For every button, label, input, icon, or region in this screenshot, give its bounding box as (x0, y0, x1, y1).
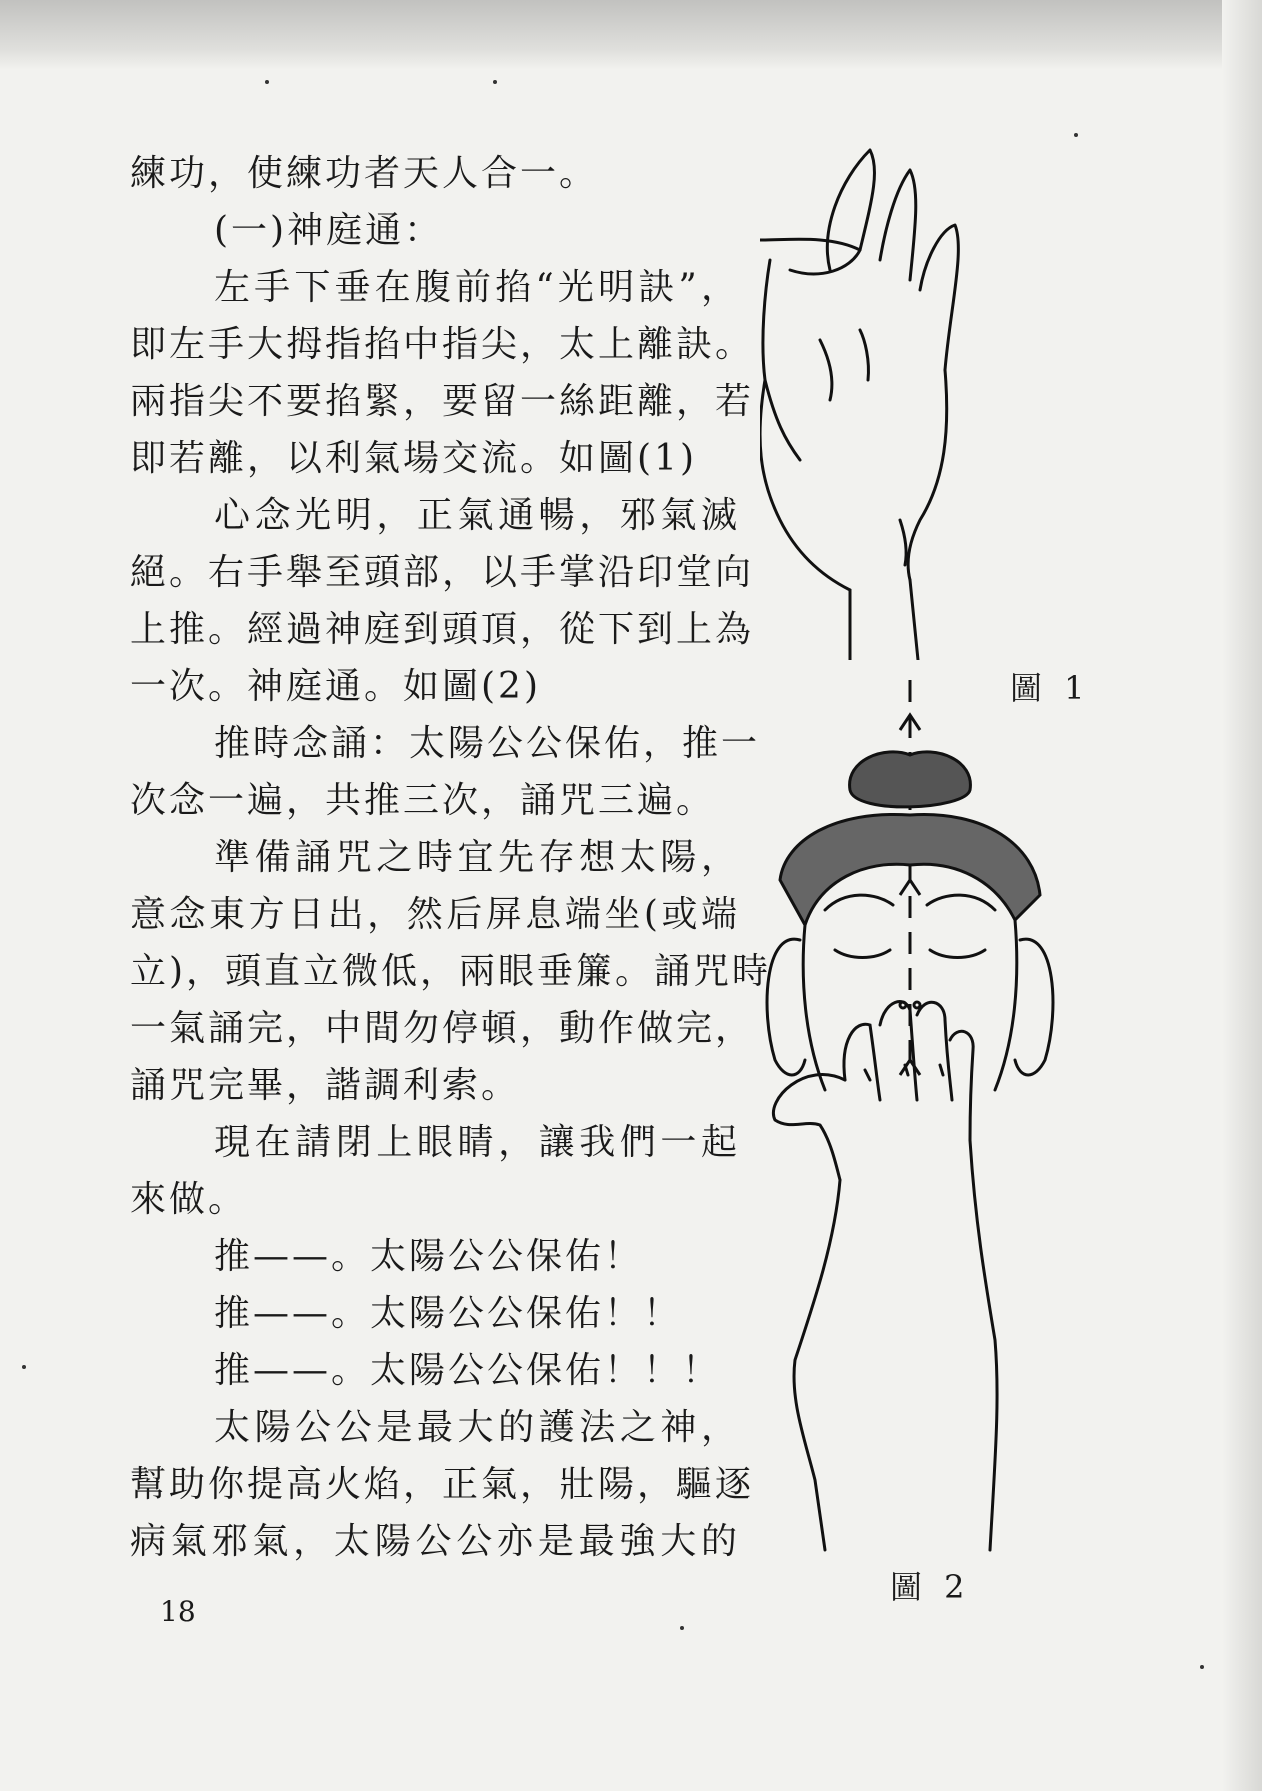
body-text (130, 145, 772, 1570)
scan-right-edge (1222, 0, 1262, 1791)
text-line: 意念東方日出，然后屏息端坐(或端 (130, 894, 740, 935)
figure2-caption: 圖 2 (890, 1568, 971, 1606)
text-line: 左手下垂在腹前掐“光明訣”， (214, 267, 740, 308)
text-line: 現在請閉上眼睛，讓我們一起 (214, 1122, 740, 1163)
scan-speck (1200, 1665, 1204, 1669)
text-line: 即左手大拇指掐中指尖，太上離訣。 (130, 324, 755, 365)
page-number: 18 (160, 1595, 196, 1628)
scan-top-edge (0, 0, 1262, 70)
text-line: 推時念誦：太陽公公保佑，推一 (214, 723, 761, 764)
scan-speck (680, 1626, 684, 1630)
scan-speck (1074, 133, 1078, 137)
text-line: 病氣邪氣，太陽公公亦是最強大的 (130, 1521, 740, 1562)
text-line: 上推。經過神庭到頭頂，從下到上為 (130, 609, 755, 650)
chant-line: 推——。太陽公公保佑！ (214, 1236, 644, 1277)
text-line: 一氣誦完，中間勿停頓，動作做完， (130, 1008, 755, 1049)
text-line: 一次。神庭通。如圖(2) (130, 666, 541, 707)
text-line: 準備誦咒之時宜先存想太陽， (214, 837, 740, 878)
text-line: 立)，頭直立微低，兩眼垂簾。誦咒時 (130, 951, 772, 992)
text-line: 誦咒完畢，諧調利索。 (130, 1065, 521, 1106)
scan-speck (265, 80, 269, 84)
text-line: 兩指尖不要掐緊，要留一絲距離，若 (130, 381, 755, 422)
scan-speck (493, 80, 497, 84)
text-line: 來做。 (130, 1179, 248, 1220)
text-line: 絕。右手舉至頭部，以手掌沿印堂向 (130, 552, 755, 593)
text-line: 幫助你提高火焰，正氣，壯陽，驅逐 (130, 1464, 755, 1505)
scan-speck (22, 1365, 26, 1369)
section-heading: (一)神庭通： (214, 210, 444, 251)
figure2-head-illustration (745, 680, 1075, 1560)
text-line: 次念一遍，共推三次，誦咒三遍。 (130, 780, 716, 821)
text-line: 練功，使練功者天人合一。 (130, 153, 599, 194)
chant-line: 推——。太陽公公保佑！！ (214, 1293, 683, 1334)
figure1-caption: 圖 1 (1010, 669, 1091, 707)
figure1-hand-illustration (760, 140, 1060, 660)
text-line: 太陽公公是最大的護法之神， (214, 1407, 740, 1448)
chant-line: 推——。太陽公公保佑！！！ (214, 1350, 722, 1391)
text-line: 即若離，以利氣場交流。如圖(1) (130, 438, 697, 479)
text-line: 心念光明，正氣通暢，邪氣滅 (214, 495, 740, 536)
